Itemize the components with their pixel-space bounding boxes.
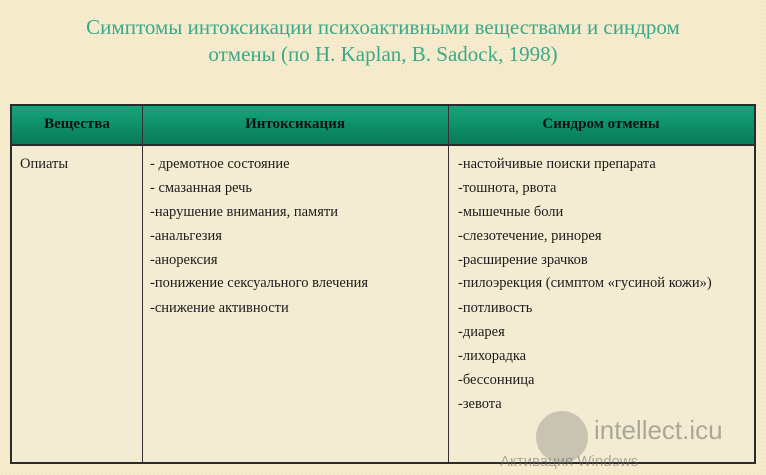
cell-substance	[20, 152, 138, 176]
list-item: -бессонница	[458, 372, 535, 388]
list-item: -снижение активности	[150, 300, 289, 316]
list-item: -понижение сексуального влечения	[150, 275, 369, 291]
list-item: -зевота	[458, 396, 502, 412]
column-divider-2	[448, 106, 449, 462]
list-item: -анорексия	[150, 252, 218, 268]
header-intoxication: Интоксикация	[245, 116, 345, 132]
header-withdrawal: Синдром отмены	[542, 116, 660, 132]
substance-name: Опиаты	[20, 156, 69, 172]
header-substances: Вещества	[44, 116, 110, 132]
cell-withdrawal	[458, 152, 750, 416]
list-item: -настойчивые поиски препарата	[458, 156, 656, 172]
list-item: - смазанная речь	[150, 180, 253, 196]
list-item: -расширение зрачков	[458, 252, 588, 268]
column-divider-1	[142, 106, 143, 462]
list-item: -лихорадка	[458, 348, 527, 364]
watermark	[500, 409, 756, 470]
list-item: - дремотное состояние	[150, 156, 290, 172]
table-header	[12, 106, 754, 146]
list-item: -тошнота, рвота	[458, 180, 557, 196]
windows-activation-text: Активация Windows	[500, 453, 639, 470]
list-item: -потливость	[458, 300, 533, 316]
list-item: -анальгезия	[150, 228, 222, 244]
slide-title-line-2: отмены (по H. Kaplan, B. Sadock, 1998)	[208, 42, 558, 66]
list-item: -диарея	[458, 324, 505, 340]
cell-intoxication	[150, 152, 442, 320]
list-item: -пилоэрекция (симптом «гусиной кожи»)	[458, 275, 712, 291]
list-item: -нарушение внимания, памяти	[150, 204, 338, 220]
list-item: -мышечные боли	[458, 204, 564, 220]
slide-title-line-1: Симптомы интоксикации психоактивными веществами и синдром	[86, 15, 680, 39]
slide-title	[0, 14, 766, 68]
watermark-site: intellect.icu	[594, 415, 723, 445]
list-item: -слезотечение, ринорея	[458, 228, 602, 244]
